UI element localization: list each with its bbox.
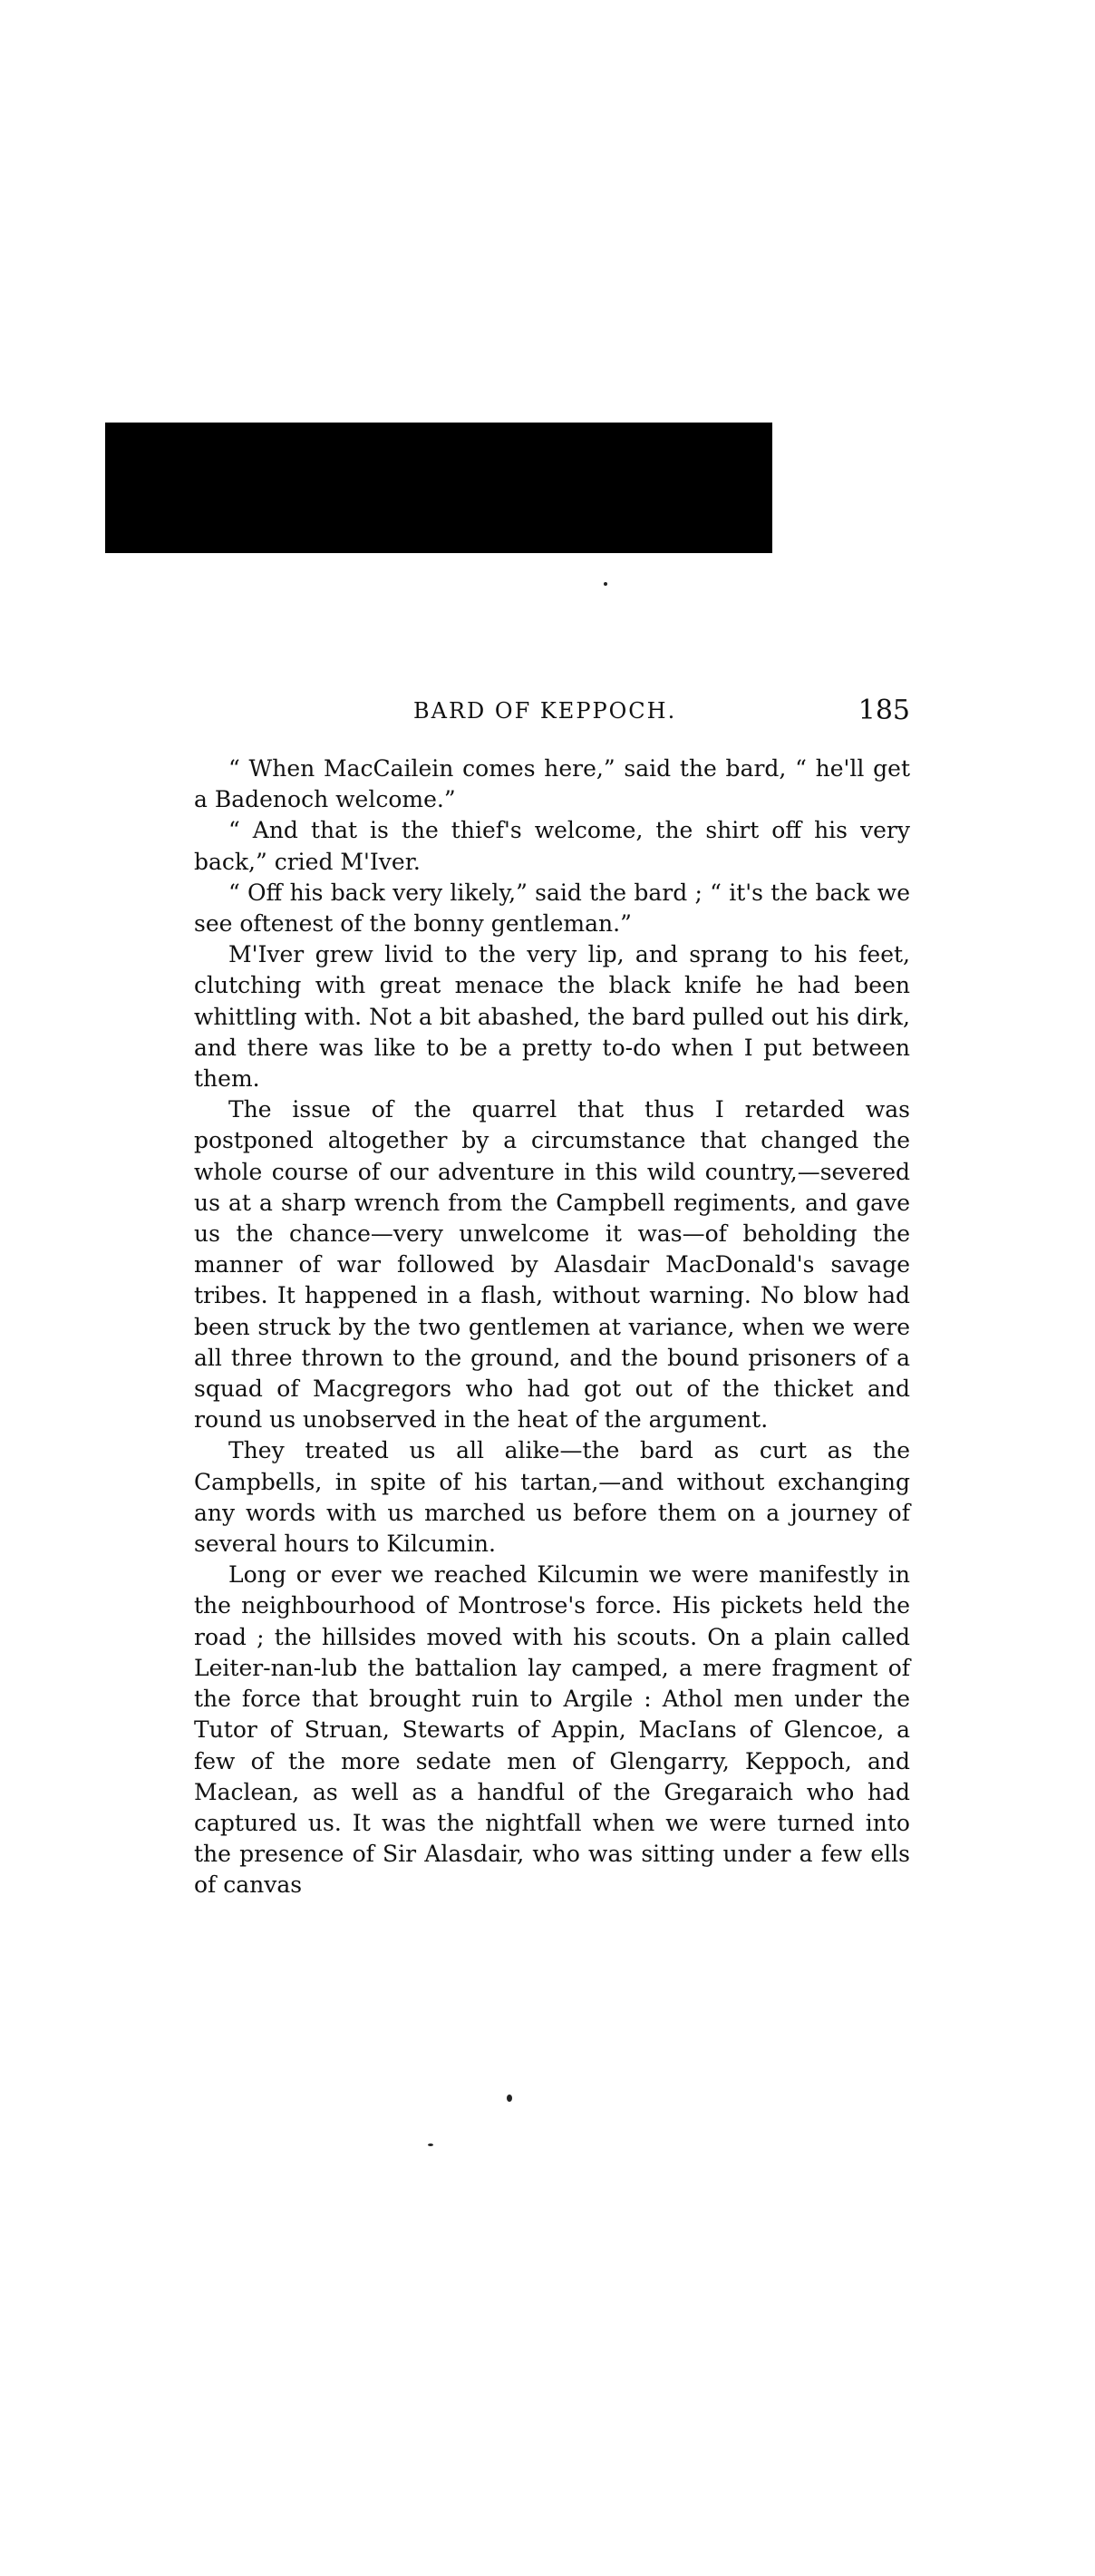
paragraph: “ Off his back very likely,” said the bard ; “ it's the back we see oftenest of the bonny gentleman.”: [194, 879, 910, 938]
page-number: 185: [858, 695, 910, 726]
page-header: [194, 695, 910, 731]
paragraph: Long or ever we reached Kilcumin we were manifestly in the neighbourhood of Montrose's force. His pickets held the road ; the hillsides moved with his scouts. On a plain called Leiter-nan-lub the battalion lay camped, a mere fragment of the force that brought ruin to Argile : Athol men under the Tutor of Struan, Stewarts of Appin, MacIans of Glencoe, a few of the more sedate men of Glengarry, Keppoch, and Maclean, as well as a handful of the Gregaraich who had captured us. It was the nightfall when we were turned into the presence of Sir Alasdair, who was sitting under a few ells of canvas: [194, 1561, 910, 1899]
paragraph: They treated us all alike—the bard as curt as the Campbells, in spite of his tartan,—and without exchanging any words with us marched us before them on a journey of several hours to Kilcumin.: [194, 1437, 910, 1558]
paragraph: The issue of the quarrel that thus I retarded was postponed altogether by a circumstance that changed the whole course of our adventure in this wild country,—severed us at a sharp wrench from the Campbell regiments, and gave us the chance—very unwelcome it was—of beholding the manner of war followed by Alasdair MacDonald's savage tribes. It happened in a flash, without warning. No blow had been struck by the two gentlemen at variance, when we were all three thrown to the ground, and the bound prisoners of a squad of Macgregors who had got out of the thicket and round us unobserved in the heat of the argument.: [194, 1096, 910, 1434]
ink-speck: [428, 2143, 433, 2146]
ink-speck: [604, 582, 607, 586]
body-text: [194, 753, 910, 1901]
paragraph: “ And that is the thief's welcome, the shirt off his very back,” cried M'Iver.: [194, 817, 910, 875]
paragraph: M'Iver grew livid to the very lip, and sprang to his feet, clutching with great menace the black knife he had been whittling with. Not a bit abashed, the bard pulled out his dirk, and there was like to be a pretty to-do when I put between them.: [194, 941, 910, 1093]
ink-speck: [507, 2095, 512, 2102]
paragraph: “ When MacCailein comes here,” said the bard, “ he'll get a Badenoch welcome.”: [194, 755, 910, 813]
running-head: BARD OF KEPPOCH.: [413, 698, 677, 724]
redaction-block: [105, 423, 772, 553]
